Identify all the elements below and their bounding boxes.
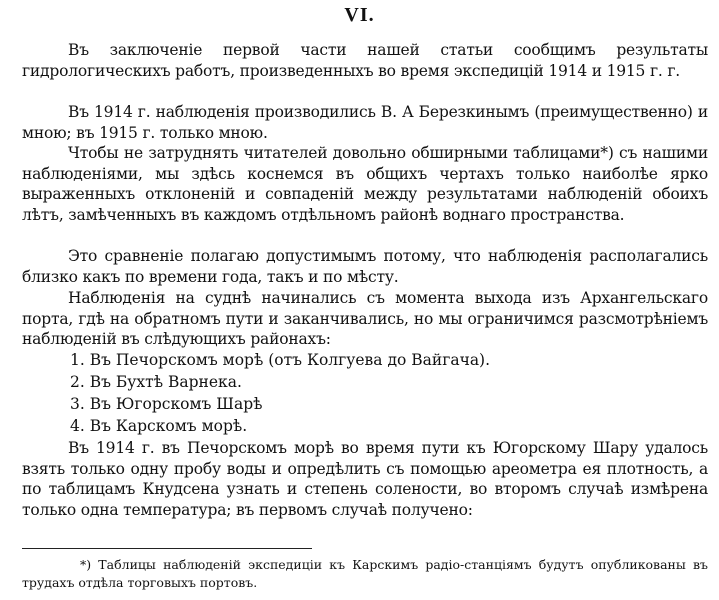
- list-item: 2. Въ Бухтѣ Варнека.: [70, 373, 242, 391]
- footnote: *) Таблицы наблюденій экспедиціи къ Карскимъ радіо-станціямъ будутъ опубликованы въ трудахъ отдѣла торговыхъ портовъ.: [22, 557, 708, 590]
- paragraph-comparison: Это сравненіе полагаю допустимымъ потому, что наблюденія располагались близко какъ по времени года, такъ и по мѣсту.: [22, 247, 708, 286]
- paragraph-1914-results: Въ 1914 г. въ Печорскомъ морѣ во время пути къ Югорскому Шару удалось взять только одну пробу воды и опредѣлить съ помощью ареометра ея плотность, а по таблицамъ Кнудсена узнать и степень солености, во второмъ случаѣ измѣрена только одна температура; въ первомъ случаѣ получено:: [22, 439, 708, 519]
- section-heading: VI.: [344, 4, 375, 26]
- paragraph-observers: Въ 1914 г. наблюденія производились В. А Березкинымъ (преимущественно) и мною; въ 1915 г. только мною.: [22, 103, 708, 142]
- list-item: 3. Въ Югорскомъ Шарѣ: [70, 395, 263, 413]
- list-item: 1. Въ Печорскомъ морѣ (отъ Колгуева до Вайгача).: [70, 351, 491, 369]
- paragraph-observations: Наблюденія на суднѣ начинались съ момента выхода изъ Архангельскаго порта, гдѣ на обратномъ пути и заканчивались, но мы ограничимся разсмотрѣніемъ наблюденій въ слѣдующихъ районахъ:: [22, 289, 708, 348]
- list-item: 4. Въ Карскомъ морѣ.: [70, 417, 248, 435]
- paragraph-tables: Чтобы не затруднять читателей довольно обширными таблицами*) съ нашими наблюденіями, мы здѣсь коснемся въ общихъ чертахъ только наиболѣе ярко выраженныхъ отклоненій и совпаденій между результатами наблюденій обоихъ лѣтъ, замѣченныхъ въ каждомъ отдѣльномъ районѣ воднаго пространства.: [22, 144, 708, 224]
- footnote-divider: [22, 548, 312, 549]
- paragraph-intro: Въ заключеніе первой части нашей статьи сообщимъ результаты гидрологическихъ работъ, произведенныхъ во время экспедицій 1914 и 1915 г. г.: [22, 41, 708, 80]
